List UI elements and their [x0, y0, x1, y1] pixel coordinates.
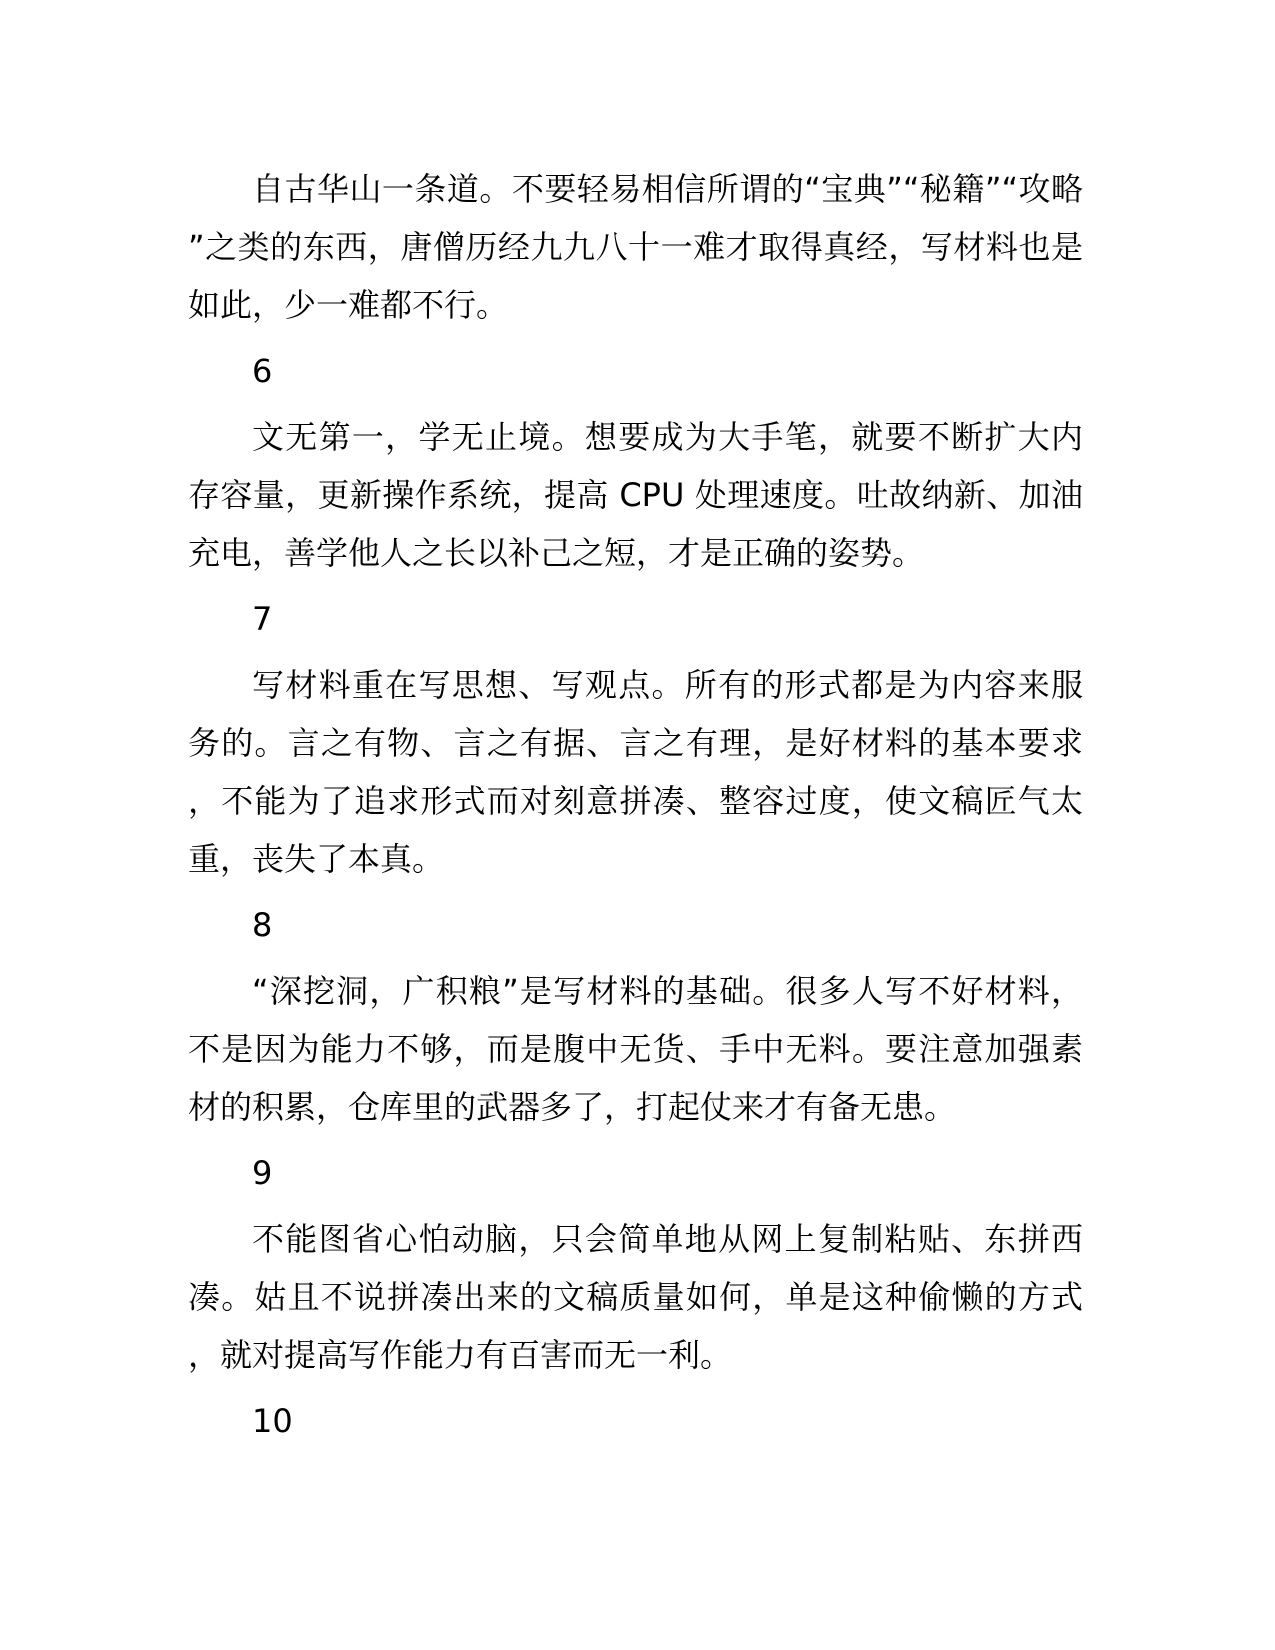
- document-body: [188, 160, 1083, 1450]
- section-number-7: 7: [252, 600, 273, 638]
- section-number-10: 10: [252, 1402, 293, 1440]
- paragraph-learning: 文无第一，学无止境。想要成为大手笔，就要不断扩大内存容量，更新操作系统，提高 CPU 处理速度。吐故纳新、加油充电，善学他人之长以补己之短，才是正确的姿势。: [188, 418, 1083, 572]
- section-number-8: 8: [252, 906, 273, 944]
- paragraph-accumulation: “深挖洞，广积粮”是写材料的基础。很多人写不好材料，不是因为能力不够，而是腹中无货、手中无料。要注意加强素材的积累，仓库里的武器多了，打起仗来才有备无患。: [188, 972, 1083, 1126]
- section-number-6: 6: [252, 352, 273, 390]
- paragraph-content-over-form: 写材料重在写思想、写观点。所有的形式都是为内容来服务的。言之有物、言之有据、言之有理，是好材料的基本要求，不能为了追求形式而对刻意拼凑、整容过度，使文稿匠气太重，丧失了本真。: [188, 666, 1083, 878]
- paragraph-huashan: 自古华山一条道。不要轻易相信所谓的“宝典”“秘籍”“攻略”之类的东西，唐僧历经九九八十一难才取得真经，写材料也是如此，少一难都不行。: [188, 170, 1083, 324]
- paragraph-no-copy-paste: 不能图省心怕动脑，只会简单地从网上复制粘贴、东拼西凑。姑且不说拼凑出来的文稿质量如何，单是这种偷懒的方式，就对提高写作能力有百害而无一利。: [188, 1220, 1083, 1374]
- section-number-9: 9: [252, 1154, 273, 1192]
